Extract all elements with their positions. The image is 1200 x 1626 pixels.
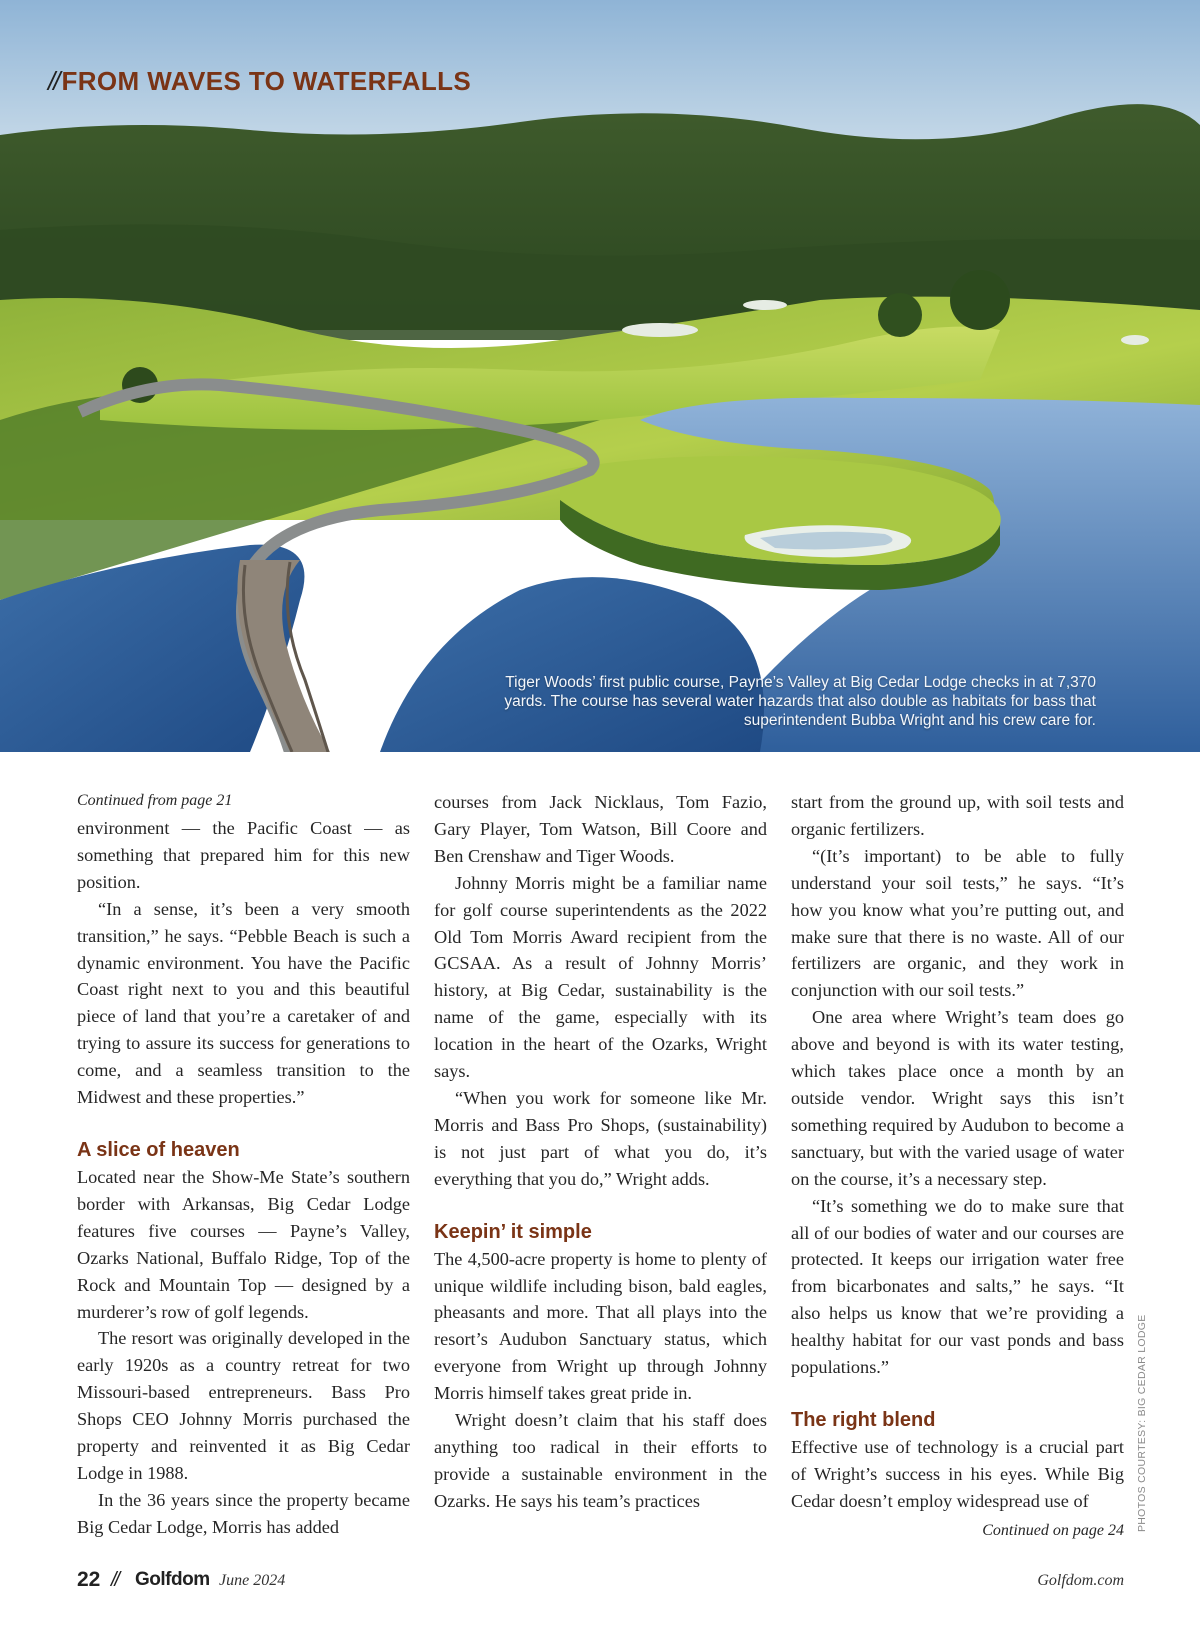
paragraph: In the 36 years since the property became Big Cedar Lodge, Morris has added <box>77 1489 410 1537</box>
article-column-1 <box>77 789 410 1541</box>
paragraph: “When you work for someone like Mr. Morris and Bass Pro Shops, (sustainability) is not just part of what you do, it’s everything that you do,” Wright adds. <box>434 1087 767 1189</box>
paragraph: Wright doesn’t claim that his staff does anything too radical in their efforts to provide a sustainable environment in the Ozarks. He says his team’s practices <box>434 1410 767 1511</box>
paragraph: start from the ground up, with soil tests and organic fertilizers. <box>791 792 1124 839</box>
subhead-keepin-it-simple: Keepin’ it simple <box>434 1220 592 1243</box>
section-title <box>48 66 471 97</box>
paragraph: environment — the Pacific Coast — as something that prepared him for this new position. <box>77 818 410 892</box>
subhead-the-right-blend: The right blend <box>791 1408 936 1431</box>
paragraph: “(It’s important) to be able to fully understand your soil tests,” he says. “It’s how you know what you’re putting out, and make sure that there is no waste. All of our fertilizers are organic, and they work in conjunction with our soil tests.” <box>791 845 1124 1001</box>
paragraph: “It’s something we do to make sure that all of our bodies of water and our courses are protected. It keeps our irrigation water free from bicarbonates and salts,” he says. “It also helps us know that we’re providing a healthy habitat for our vast ponds and bass populations.” <box>791 1195 1124 1378</box>
website-link[interactable]: Golfdom.com <box>1037 1572 1124 1589</box>
paragraph: courses from Jack Nicklaus, Tom Fazio, Gary Player, Tom Watson, Bill Coore and Ben Crenshaw and Tiger Woods. <box>434 792 767 866</box>
page-number: 22 <box>77 1568 101 1591</box>
paragraph: Johnny Morris might be a familiar name for golf course superintendents as the 2022 Old Tom Morris Award recipient from the GCSAA. As a result of Johnny Morris’ history, at Big Cedar, sustainability is the name of the game, especially with its location in the heart of the Ozarks, Wright says. <box>434 872 767 1082</box>
paragraph: Located near the Show-Me State’s southern border with Arkansas, Big Cedar Lodge features five courses — Payne’s Valley, Ozarks National, Buffalo Ridge, Top of the Rock and Mountain Top — designed by a murderer’s row of golf legends. <box>77 1166 410 1322</box>
hero-photo <box>0 0 1200 752</box>
paragraph: One area where Wright’s team does go above and beyond is with its water testing, which takes place once a month by an outside vendor. Wright says this isn’t something required by Audubon to become a sanctuary, but with the varied usage of water on the course, it’s a necessary step. <box>791 1007 1124 1189</box>
paragraph: “In a sense, it’s been a very smooth transition,” he says. “Pebble Beach is such a dynamic environment. You have the Pacific Coast right next to you and this beautiful piece of land that you’re a caretaker of and trying to assure its success for generations to come, and a seamless transition to the Midwest and these properties.” <box>77 898 410 1108</box>
section-title-text: FROM WAVES TO WATERFALLS <box>61 66 472 96</box>
paragraph: The resort was originally developed in the early 1920s as a country retreat for two Missouri-based entrepreneurs. Bass Pro Shops CEO Johnny Morris purchased the property and reinvented it as Big Cedar Lodge in 1988. <box>77 1328 410 1483</box>
photo-caption: Tiger Woods’ first public course, Payne’s Valley at Big Cedar Lodge checks in at 7,370 yards. The course has several water hazards that also double as habitats for bass that superintendent Bubba Wright and his crew care for. <box>504 674 1096 729</box>
article-column-2 <box>434 789 767 1515</box>
page-footer <box>77 1568 1124 1598</box>
continued-on-link[interactable]: Continued on page 24 <box>982 1521 1124 1539</box>
article-column-3 <box>791 789 1124 1543</box>
magazine-name: Golfdom <box>135 1569 210 1590</box>
footer-slashes: // <box>111 1569 119 1591</box>
issue-date: June 2024 <box>219 1572 286 1589</box>
section-slashes: // <box>48 66 59 96</box>
paragraph: The 4,500-acre property is home to plenty of unique wildlife including bison, bald eagles, pheasants and more. That all plays into the resort’s Audubon Sanctuary status, which everyone from Wright up through Johnny Morris himself takes great pride in. <box>434 1248 767 1404</box>
paragraph: Effective use of technology is a crucial part of Wright’s success in his eyes. While Big Cedar doesn’t employ widespread use of <box>791 1436 1124 1511</box>
subhead-slice-of-heaven: A slice of heaven <box>77 1138 240 1161</box>
continued-from-note: Continued from page 21 <box>77 792 233 809</box>
photo-credit: PHOTOS COURTESY: BIG CEDAR LODGE <box>1136 1314 1148 1532</box>
golf-course-landscape-image <box>0 0 1200 752</box>
